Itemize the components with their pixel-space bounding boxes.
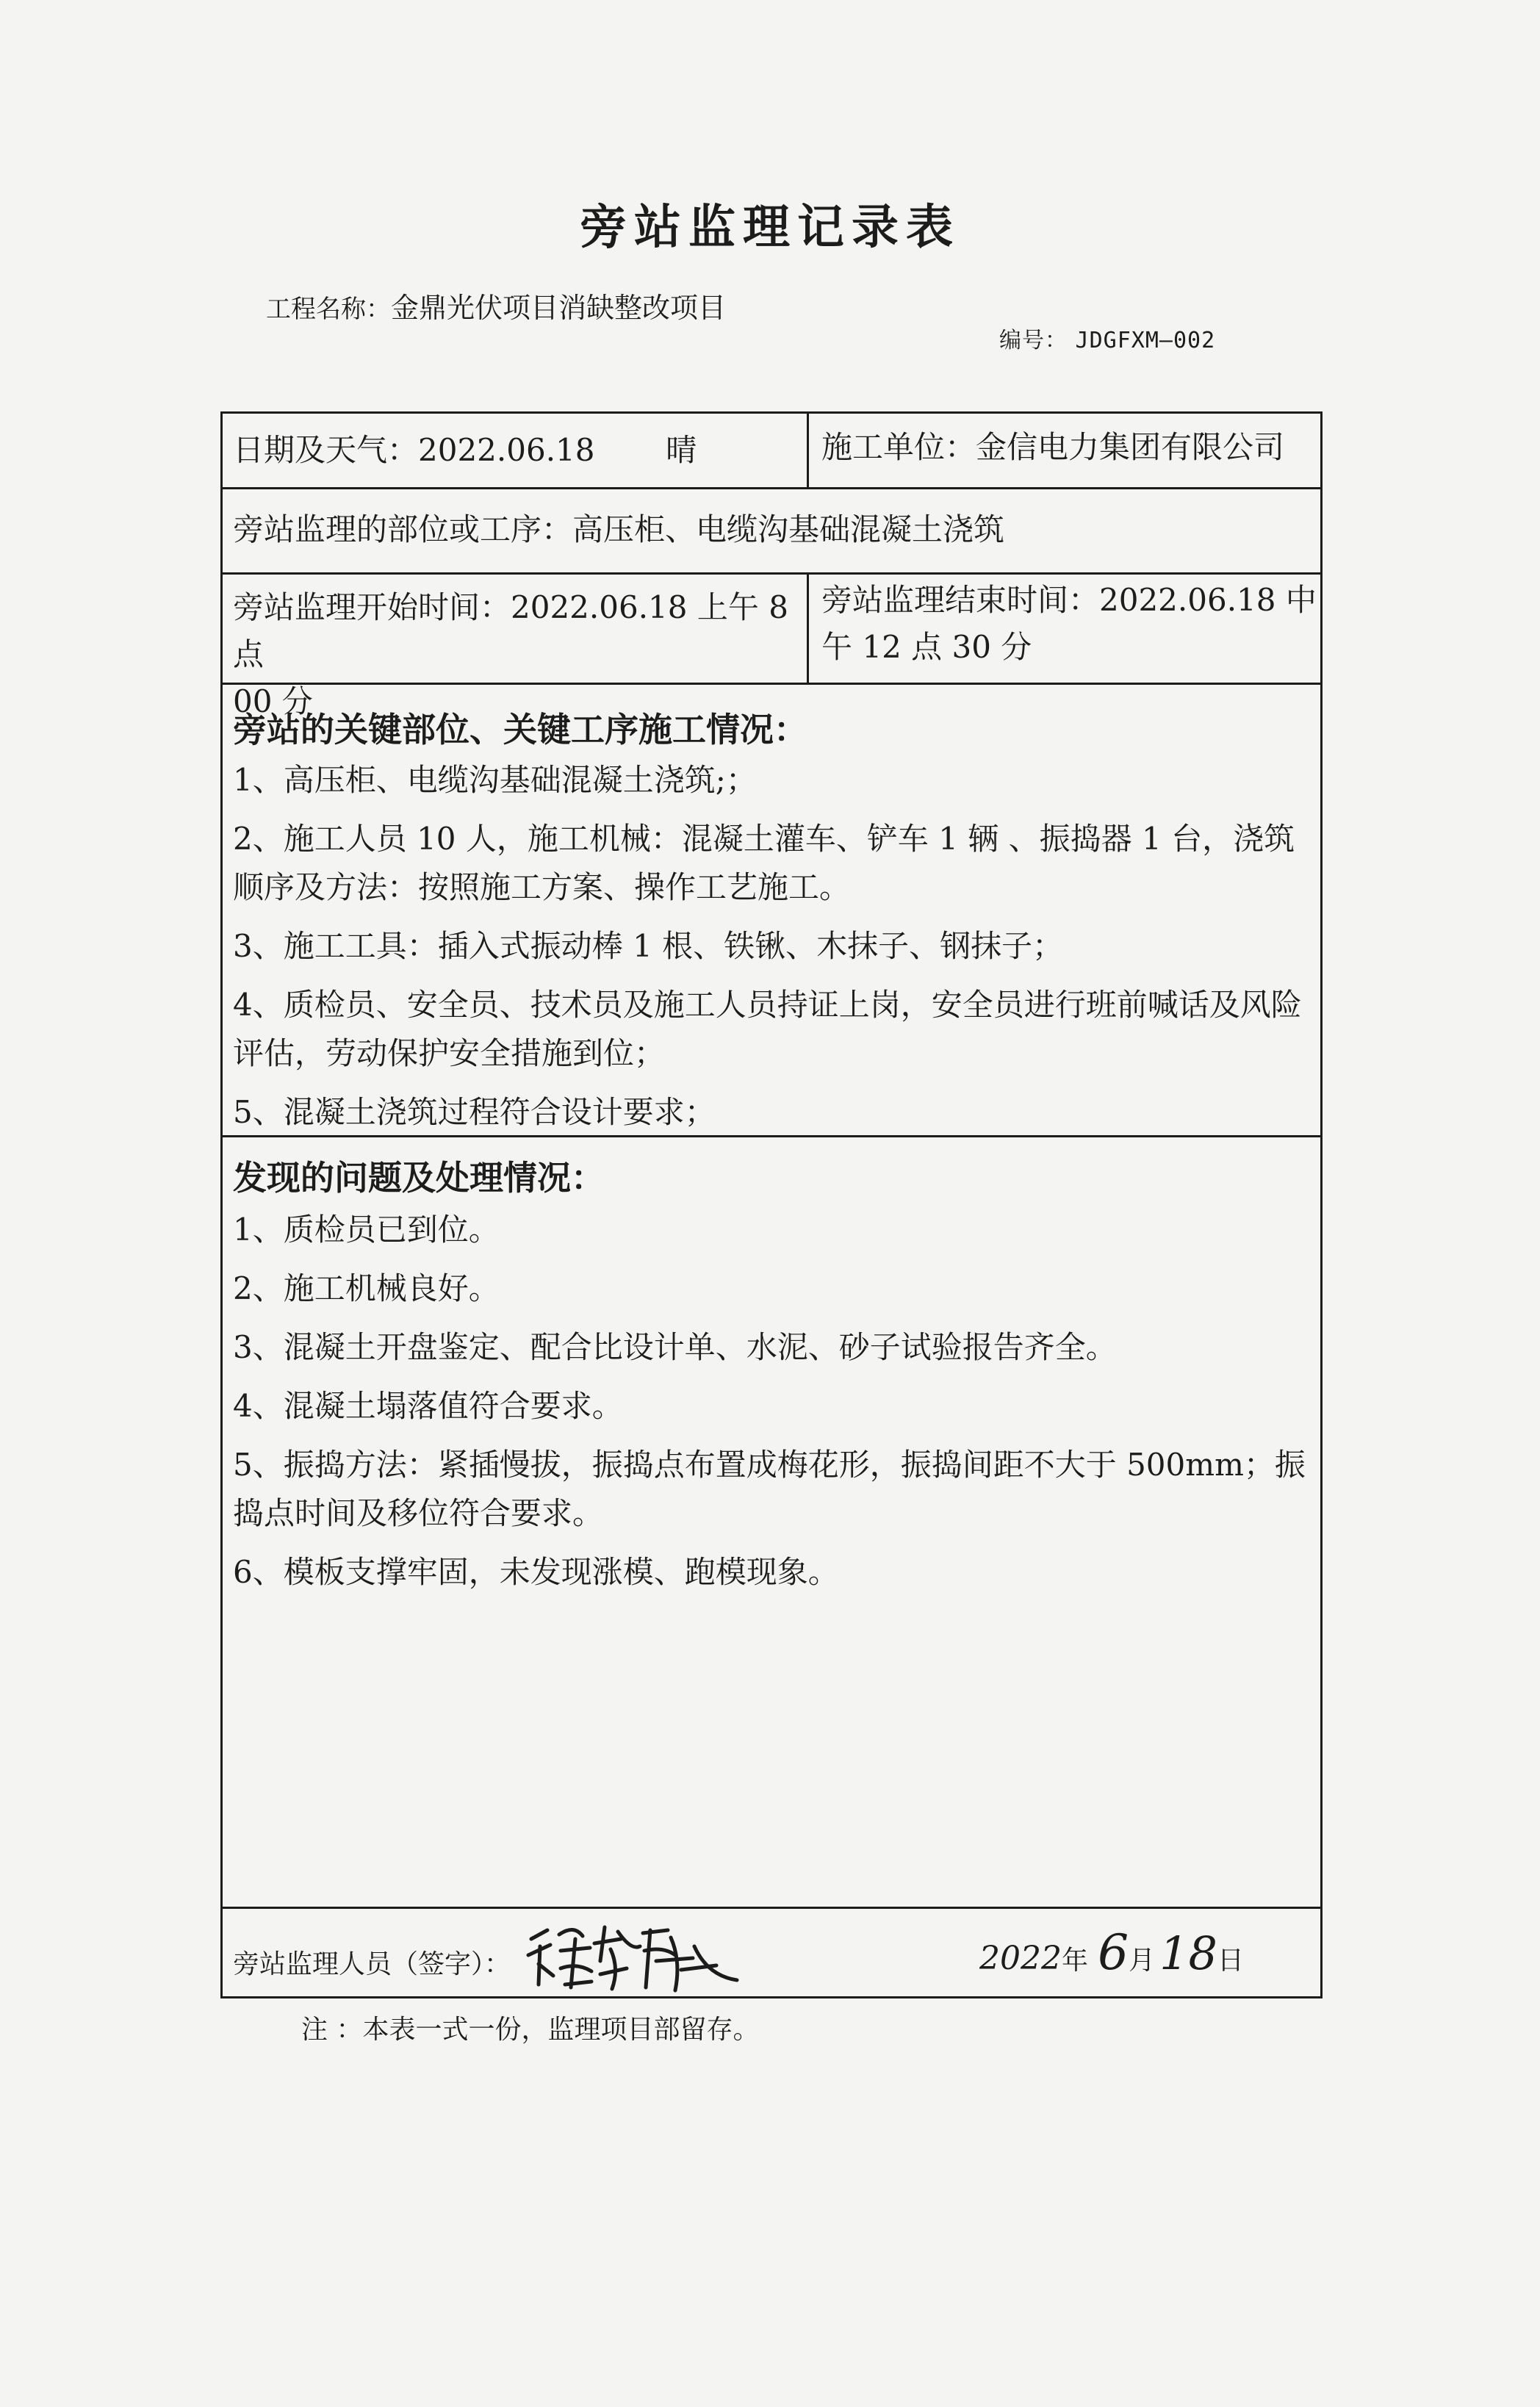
row-divider <box>223 572 1320 575</box>
construction-unit-label: 施工单位： <box>821 429 976 465</box>
construction-unit-value: 金信电力集团有限公司 <box>976 429 1285 465</box>
list-item: 6、模板支撑牢固，未发现涨模、跑模现象。 <box>233 1554 839 1590</box>
end-time-line2: 午 12 点 30 分 <box>821 629 1032 665</box>
list-item: 4、质检员、安全员、技术员及施工人员持证上岗，安全员进行班前喊话及风险评估，劳动保护安全措施到位； <box>233 987 1302 1071</box>
date-month-suffix: 月 <box>1129 1946 1156 1976</box>
start-time-line2: 00 分 <box>233 683 313 719</box>
serial-label: 编号： <box>999 328 1068 353</box>
signature-label: 旁站监理人员（签字）： <box>233 1949 511 1979</box>
date-weather-label: 日期及天气： <box>233 432 419 468</box>
end-time-label: 旁站监理结束时间： <box>821 582 1100 618</box>
date-year: 2022 <box>979 1940 1062 1977</box>
construction-unit-cell <box>821 424 1284 471</box>
footer-note: 注 ：本表一式一份，监理项目部留存。 <box>301 2015 760 2045</box>
column-divider <box>807 572 809 683</box>
project-name-value: 金鼎光伏项目消缺整改项目 <box>391 292 727 324</box>
location-process-value: 高压柜、电缆沟基础混凝土浇筑 <box>572 511 1005 547</box>
column-divider <box>807 414 809 487</box>
serial-value: JDGFXM—002 <box>1075 328 1216 353</box>
key-section-list <box>233 756 1313 1147</box>
date-weather-cell <box>233 427 697 474</box>
weather-value: 晴 <box>666 432 697 468</box>
location-process-cell <box>233 506 1004 553</box>
handwritten-date <box>979 1924 1288 1981</box>
key-section-heading: 旁站的关键部位、关键工序施工情况： <box>233 710 807 749</box>
end-time-cell <box>821 577 1321 671</box>
date-year-suffix: 年 <box>1061 1946 1088 1976</box>
list-item: 4、混凝土塌落值符合要求。 <box>233 1388 623 1424</box>
row-divider <box>223 1907 1320 1909</box>
supervision-record-table <box>220 411 1323 1998</box>
start-time-label: 旁站监理开始时间： <box>233 589 511 625</box>
project-name-label: 工程名称： <box>266 295 391 324</box>
issues-section-list <box>233 1206 1313 1607</box>
row-divider <box>223 487 1320 489</box>
date-value: 2022.06.18 <box>418 432 595 468</box>
handwritten-signature <box>524 1917 744 1998</box>
list-item: 5、振捣方法：紧插慢拔，振捣点布置成梅花形，振捣间距不大于 500mm；振捣点时间及移位符合要求。 <box>233 1447 1306 1531</box>
date-month: 6 <box>1098 1924 1129 1981</box>
issues-section-heading: 发现的问题及处理情况： <box>233 1158 605 1198</box>
list-item: 1、质检员已到位。 <box>233 1212 500 1248</box>
end-time-line1: 2022.06.18 中 <box>1099 582 1317 618</box>
list-item: 1、高压柜、电缆沟基础混凝土浇筑;； <box>233 762 757 798</box>
list-item: 5、混凝土浇筑过程符合设计要求； <box>233 1094 716 1130</box>
serial-number <box>999 322 1215 354</box>
list-item: 3、混凝土开盘鉴定、配合比设计单、水泥、砂子试验报告齐全。 <box>233 1329 1117 1365</box>
date-day: 18 <box>1159 1926 1218 1980</box>
project-name-line <box>266 285 726 325</box>
document-title: 旁站监理记录表 <box>580 201 960 255</box>
date-day-suffix: 日 <box>1217 1946 1245 1976</box>
location-process-label: 旁站监理的部位或工序： <box>233 511 573 547</box>
list-item: 2、施工人员 10 人，施工机械：混凝土灌车、铲车 1 辆 、振捣器 1 台，浇筑顺序及方法：按照施工方案、操作工艺施工。 <box>233 821 1295 905</box>
start-time-line1: 2022.06.18 上午 8 点 <box>233 589 788 672</box>
list-item: 2、施工机械良好。 <box>233 1270 500 1306</box>
list-item: 3、施工工具：插入式振动棒 1 根、铁锹、木抹子、钢抹子； <box>233 928 1064 964</box>
